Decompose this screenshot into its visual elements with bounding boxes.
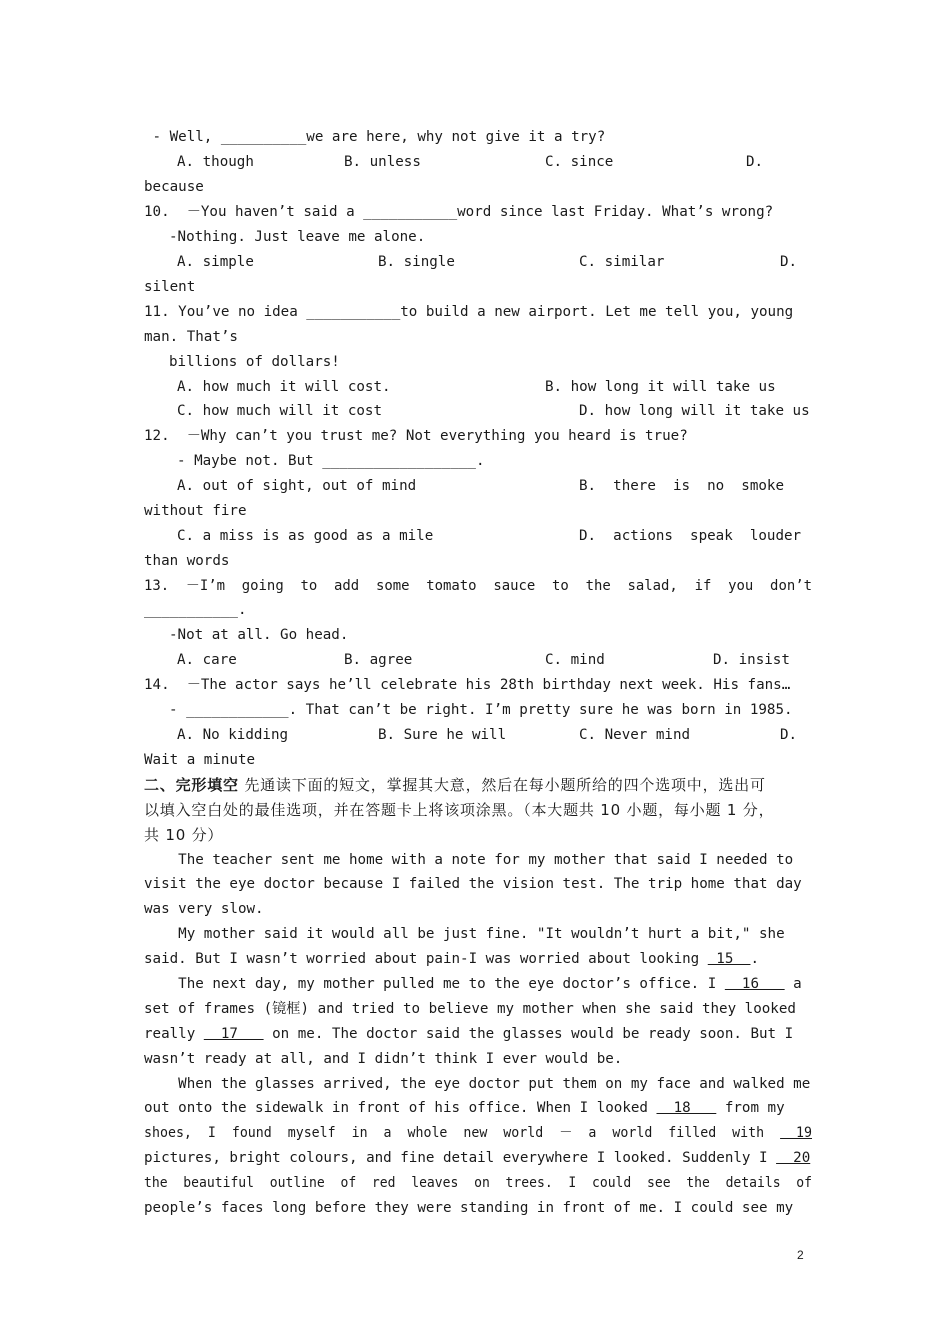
q13-reply: -Not at all. Go head. xyxy=(169,627,349,643)
q10-reply: -Nothing. Just leave me alone. xyxy=(169,229,426,245)
blank-19: 19 xyxy=(780,1125,813,1141)
q10-prompt: 10. －You haven’t said a ___________word since last Friday. What’s wrong? xyxy=(144,204,774,220)
q10-option-a: A. simple xyxy=(177,254,254,270)
passage-p4-line1: When the glasses arrived, the eye doctor put them on my face and walked me xyxy=(144,1076,811,1092)
passage-p2-line2 xyxy=(144,949,759,969)
blank-15: 15 xyxy=(707,951,751,967)
q11-prompt-line3: billions of dollars! xyxy=(169,354,340,370)
passage-p4-line3 xyxy=(144,1123,812,1143)
section2-instruction-line1 xyxy=(144,775,766,795)
q13-prompt-line2: ___________. xyxy=(144,602,247,618)
q12-option-b-cont: without fire xyxy=(144,503,247,519)
blank-16: 16 xyxy=(724,976,785,992)
section2-heading: 二、完形填空 xyxy=(144,776,239,794)
q12-option-c: C. a miss is as good as a mile xyxy=(177,528,434,544)
q11-option-b: B. how long it will take us xyxy=(545,379,776,395)
q11-prompt-line2: man. That’s xyxy=(144,329,238,345)
blank-20: 20 xyxy=(776,1150,811,1166)
passage-text: really xyxy=(144,1026,204,1042)
q11-prompt-line1: 11. You’ve no idea ___________to build a new airport. Let me tell you, young xyxy=(144,304,794,320)
passage-text: a xyxy=(784,976,802,992)
q13-option-c: C. mind xyxy=(545,652,605,668)
passage-text: on me. The doctor said the glasses would be ready soon. But I xyxy=(263,1026,794,1042)
passage-p1-line3: was very slow. xyxy=(144,901,264,917)
q9-option-b: B. unless xyxy=(344,154,421,170)
q14-option-d: D. xyxy=(780,727,798,743)
q11-option-a: A. how much it will cost. xyxy=(177,379,391,395)
passage-p2-line1: My mother said it would all be just fine. "It wouldn’t hurt a bit," she xyxy=(144,926,785,942)
q10-option-d-cont: silent xyxy=(144,279,196,295)
passage-p1-line1: The teacher sent me home with a note for my mother that said I needed to xyxy=(144,852,794,868)
q13-prompt-line1: 13. －I’m going to add some tomato sauce to the salad, if you don’t xyxy=(144,578,812,594)
passage-p4-line5: the beautiful outline of red leaves on trees. I could see the details of xyxy=(144,1175,813,1191)
passage-p3-line2: set of frames (镜框) and tried to believe my mother when she said they looked xyxy=(144,1001,796,1017)
passage-text: shoes, I found myself in a whole new world － a world filled with xyxy=(144,1125,781,1141)
section2-instruction-line3: 共 10 分） xyxy=(144,826,224,844)
q14-option-c: C. Never mind xyxy=(579,727,691,743)
q14-prompt: 14. －The actor says he’ll celebrate his 28th birthday next week. His fans… xyxy=(144,677,791,693)
page-number: 2 xyxy=(797,1248,804,1262)
q14-option-a: A. No kidding xyxy=(177,727,289,743)
blank-17: 17 xyxy=(203,1026,264,1042)
q12-prompt: 12. －Why can’t you trust me? Not everything you heard is true? xyxy=(144,428,688,444)
q9-prompt: - Well, __________we are here, why not give it a try? xyxy=(144,129,606,145)
q9-option-d-cont: because xyxy=(144,179,204,195)
q12-option-b: B. there is no smoke xyxy=(579,478,784,494)
blank-18: 18 xyxy=(656,1100,717,1116)
passage-text: The next day, my mother pulled me to the eye doctor’s office. I xyxy=(144,976,725,992)
q13-option-a: A. care xyxy=(177,652,237,668)
q13-option-b: B. agree xyxy=(344,652,413,668)
q12-option-a: A. out of sight, out of mind xyxy=(177,478,417,494)
q14-option-b: B. Sure he will xyxy=(378,727,507,743)
passage-p3-line3 xyxy=(144,1024,793,1044)
q13-option-d: D. insist xyxy=(713,652,790,668)
section2-instruction-text: 先通读下面的短文，掌握其大意，然后在每小题所给的四个选项中，选出可 xyxy=(238,776,766,794)
passage-p1-line2: visit the eye doctor because I failed the vision test. The trip home that day xyxy=(144,876,802,892)
q12-reply: - Maybe not. But __________________. xyxy=(177,453,485,469)
q10-option-d: D. xyxy=(780,254,798,270)
passage-p3-line1 xyxy=(144,974,802,994)
section2-instruction-line2: 以填入空白处的最佳选项，并在答题卡上将该项涂黑。（本大题共 10 小题，每小题 1 分， xyxy=(144,801,775,819)
passage-text: pictures, bright colours, and fine detail everywhere I looked. Suddenly I xyxy=(144,1150,777,1166)
passage-text: from my xyxy=(716,1100,785,1116)
passage-text: said. But I wasn’t worried about pain-I was worried about looking xyxy=(144,951,708,967)
q14-option-d-cont: Wait a minute xyxy=(144,752,256,768)
passage-p4-line2 xyxy=(144,1098,785,1118)
q9-option-a: A. though xyxy=(177,154,254,170)
q12-option-d-cont: than words xyxy=(144,553,230,569)
q9-option-d: D. xyxy=(746,154,764,170)
q14-reply: - ____________. That can’t be right. I’m pretty sure he was born in 1985. xyxy=(169,702,793,718)
q12-option-d: D. actions speak louder xyxy=(579,528,802,544)
passage-p4-line6: people’s faces long before they were standing in front of me. I could see my xyxy=(144,1200,794,1216)
passage-p3-line4: wasn’t ready at all, and I didn’t think I ever would be. xyxy=(144,1051,623,1067)
q10-option-b: B. single xyxy=(378,254,455,270)
passage-p4-line4 xyxy=(144,1148,810,1168)
q10-option-c: C. similar xyxy=(579,254,665,270)
q11-option-c: C. how much will it cost xyxy=(177,403,382,419)
passage-text: out onto the sidewalk in front of his office. When I looked xyxy=(144,1100,657,1116)
q9-option-c: C. since xyxy=(545,154,614,170)
q11-option-d: D. how long will it take us xyxy=(579,403,810,419)
passage-text: . xyxy=(750,951,760,967)
